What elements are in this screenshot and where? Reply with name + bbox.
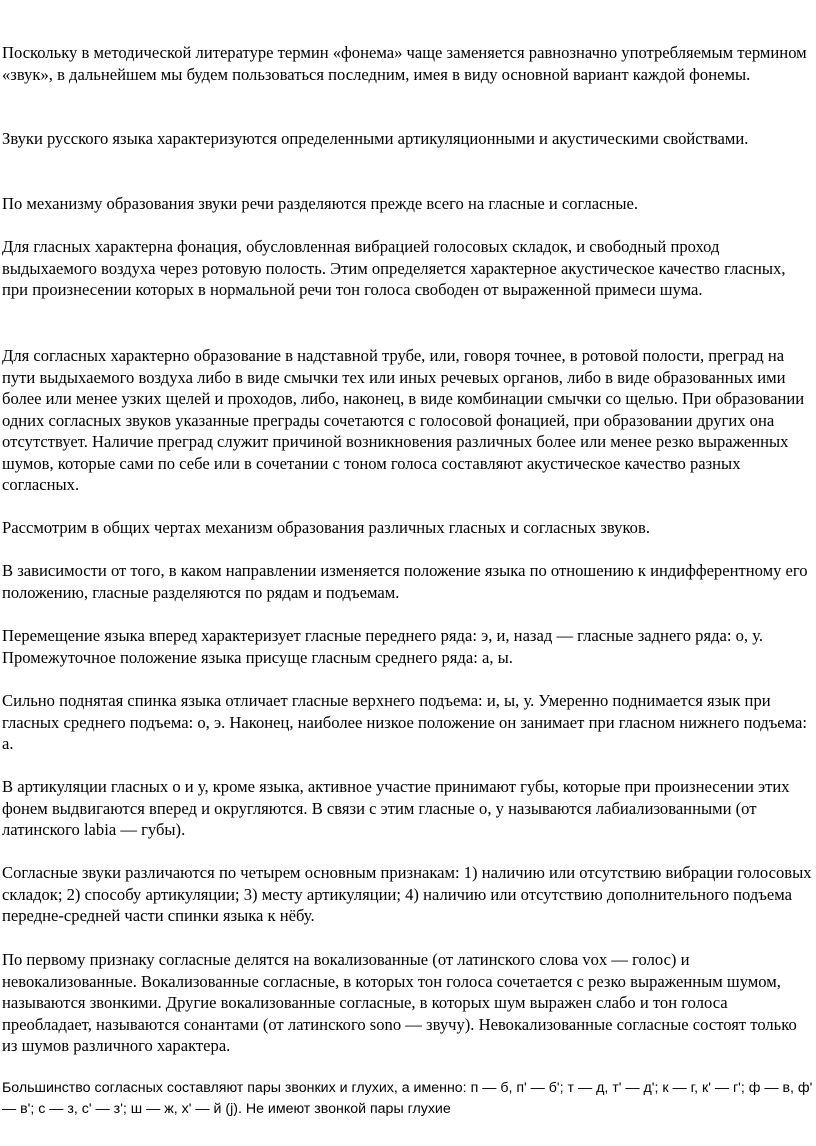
paragraph-5: Для согласных характерно образование в надставной трубе, или, говоря точнее, в ротовой полости, преград на пути выдыхаемого воздуха либо в виде смычки тех или иных речевых органов, либо в виде образованных ими более или менее узких щелей и проходов, либо, наконец, в виде комбинации смычки со щелью. При образовании одних согласных звуков указанные преграды сочетаются с голосовой фонацией, при образовании других она отсутствует. Наличие преград служит причиной возникновения различных более или менее резко выраженных шумов, которые сами по себе или в сочетании с тоном голоса составляют акустическое качество разных согласных. (2, 346, 805, 494)
paragraph-3: По механизму образования звуки речи разделяются прежде всего на гласные и согласные. (2, 194, 639, 213)
paragraph-13: Большинство согласных составляют пары звонких и глухих, а именно: п — б, п' — б'; т — д, т' — д'; к — г, к' — г'; ф — в, ф' — в'; с — з, с' — з'; ш — ж, х' — й (j). Не имеют звонкой пары глухие (2, 1080, 813, 1117)
paragraph-2: Звуки русского языка характеризуются определенными артикуляционными и акустическими свойствами. (2, 129, 749, 148)
paragraph-1: Поскольку в методической литературе термин «фонема» чаще заменяется равнозначно употребляемым термином «звук», в дальнейшем мы будем пользоваться последним, имея в виду основной вариант каждой фонемы. (2, 43, 807, 84)
paragraph-11: Согласные звуки различаются по четырем основным признакам: 1) наличию или отсутствию вибрации голосовых складок; 2) способу артикуляции; 3) месту артикуляции; 4) наличию или отсутствию дополнительного подъема передне-средней части спинки языка к нёбу. (2, 863, 812, 925)
paragraph-4: Для гласных характерна фонация, обусловленная вибрацией голосовых складок, и свободный проход выдыхаемого воздуха через ротовую полость. Этим определяется характерное акустическое качество гласных, при произнесении которых в нормальной речи тон голоса свободен от выраженной примеси шума. (2, 237, 786, 299)
paragraph-12: По первому признаку согласные делятся на вокализованные (от латинского слова vox — голос) и невокализованные. Вокализованные согласные, в которых тон голоса сочетается с резко выраженным шумом, называются звонкими. Другие вокализованные согласные, в которых шум выражен слабо и тон голоса преобладает, называются сонантами (от латинского sono — звучу). Невокализованные согласные состоят только из шумов различного характера. (2, 950, 797, 1055)
paragraph-8: Перемещение языка вперед характеризует гласные переднего ряда: э, и, назад — гласные заднего ряда: о, у. Промежуточное положение языка присуще гласным среднего ряда: а, ы. (2, 626, 764, 667)
paragraph-10: В артикуляции гласных о и у, кроме языка, активное участие принимают губы, которые при произнесении этих фонем выдвигаются вперед и округляются. В связи с этим гласные о, у называются лабиализованными (от латинского labia — губы). (2, 777, 790, 839)
paragraph-7: В зависимости от того, в каком направлении изменяется положение языка по отношению к индифферентному его положению, гласные разделяются по рядам и подъемам. (2, 561, 808, 602)
paragraph-9: Сильно поднятая спинка языка отличает гласные верхнего подъема: и, ы, у. Умеренно поднимается язык при гласных среднего подъема: о, э. Наконец, наиболее низкое положение он занимает при гласном нижнего подъема: а. (2, 691, 808, 753)
paragraph-6: Рассмотрим в общих чертах механизм образования различных гласных и согласных звуков. (2, 518, 650, 537)
